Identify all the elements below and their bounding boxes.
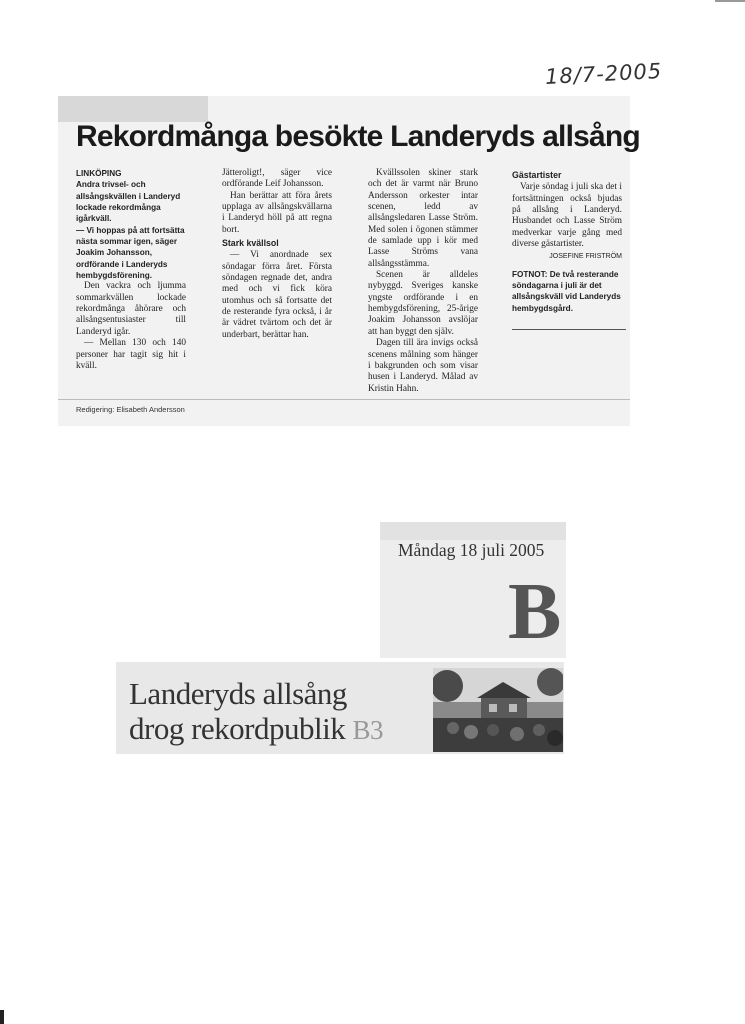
body-paragraph: Han berättar att föra årets upplaga av allsångskvällarna i Landeryd höll på att regna bort. bbox=[222, 190, 332, 235]
teaser-line-2-text: drog rekordpublik bbox=[129, 711, 346, 746]
footnote-divider bbox=[512, 329, 626, 330]
teaser-line-1: Landeryds allsång bbox=[129, 676, 347, 711]
footnote: FOTNOT: De två resterande söndagarna i juli är det allsångskväll vid Landeryds hembygdsgård. bbox=[512, 269, 621, 313]
article-column-1 bbox=[76, 168, 186, 372]
issue-date: Måndag 18 juli 2005 bbox=[398, 540, 545, 560]
masthead-remnant bbox=[380, 522, 566, 540]
body-paragraph: — Mellan 130 och 140 personer har tagit sig hit i kväll. bbox=[76, 338, 186, 371]
section-letter: B bbox=[508, 568, 562, 656]
body-paragraph: Jätteroligt!, säger vice ordförande Leif Johansson. bbox=[222, 168, 332, 190]
dateline: LINKÖPING bbox=[76, 169, 122, 178]
subheading: Stark kvällsol bbox=[222, 238, 279, 249]
teaser-page-ref: B3 bbox=[352, 715, 383, 745]
body-paragraph: Kvällssolen skiner stark och det är varmt när Bruno Andersson orkester intar scenen, ledd av allsångsledaren Lasse Ström. Med solen i ögonen stämmer de samlade upp i kör med Lasse Ströms vana allsångsstämma. bbox=[368, 168, 478, 269]
clipping-bottom-rule bbox=[58, 399, 630, 400]
scan-edge-mark bbox=[715, 0, 745, 2]
article-column-2 bbox=[222, 168, 332, 341]
body-paragraph: — Vi anordnade sex söndagar förra året. Första söndagen regnade det, andra med och vi fick köra utomhus och så fortsatte det de resterande fyra också, i år är vädret tvärtom och det är underbart, berättar han. bbox=[222, 250, 332, 340]
body-paragraph: Den vackra och ljumma sommarkvällen lockade rekordmånga åhörare och allsångsentusiaster till Landeryd igår. bbox=[76, 281, 186, 337]
teaser-line-2 bbox=[129, 711, 383, 748]
body-paragraph: Varje söndag i juli ska det i fortsättningen också bjudas på allsång i Landeryd. Husbandet och Lasse Ström medverkar varje gång med diverse gästartister. bbox=[512, 182, 622, 250]
subheading: Gästartister bbox=[512, 170, 562, 180]
handwritten-date: 18/7-2005 bbox=[544, 58, 663, 90]
teaser-headline bbox=[129, 676, 383, 748]
editor-credit: Redigering: Elisabeth Andersson bbox=[76, 405, 185, 414]
body-paragraph: Scenen är alldeles nybyggd. Sveriges kanske yngste ordförande i en hembygdsförening, 25-årige Joakim Johansson avslöjar att han byggt den själv. bbox=[368, 270, 478, 337]
article-headline: Rekordmånga besökte Landeryds allsång bbox=[76, 120, 640, 153]
article-lead: Andra trivsel- och allsångskvällen i Landeryd lockade rekordmånga igårkväll. bbox=[76, 180, 181, 224]
clipping-edge-shadow bbox=[58, 96, 208, 122]
byline: JOSEFINE FRISTRÖM bbox=[549, 253, 622, 261]
scan-edge-mark bbox=[0, 1010, 4, 1024]
teaser-photo bbox=[433, 668, 563, 752]
article-column-4 bbox=[512, 168, 622, 314]
body-paragraph: Dagen till ära invigs också scenens målning som hänger i bakgrunden och som visar husen i Landeryd. Målad av Kristin Hahn. bbox=[368, 338, 478, 394]
article-quote-lead: — Vi hoppas på att fortsätta nästa sommar igen, säger Joakim Johansson, ordförande i Landeryds hembygdsförening. bbox=[76, 225, 185, 281]
article-column-3 bbox=[368, 168, 478, 395]
